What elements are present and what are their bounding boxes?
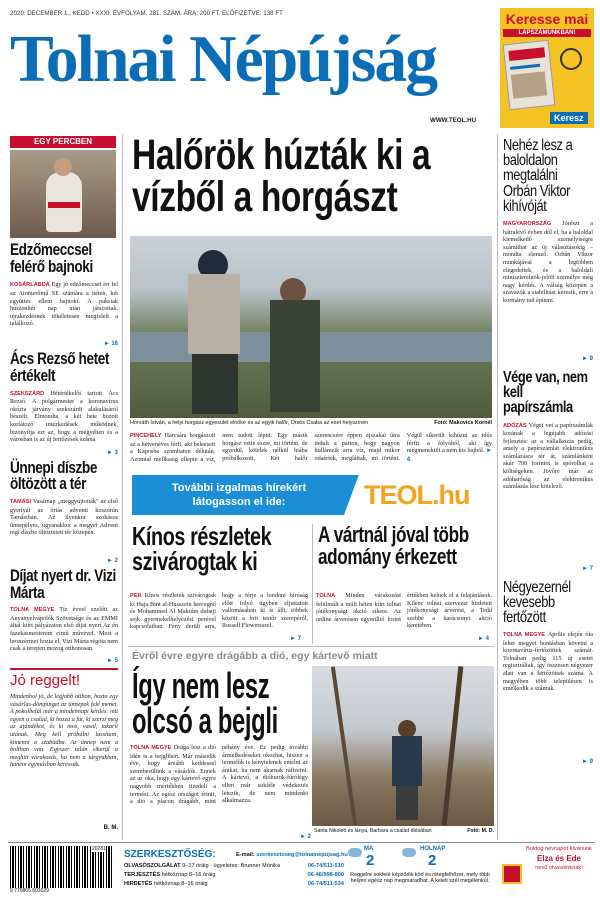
walnut-caption: Sánta Nikolett és lánya, Barbara a család diósában bbox=[314, 828, 432, 834]
left-story-text: KOSÁRLABDA Egy jó edzőmeccset ért fel az Atomerőmű SE számára a héten, két együttes elleni bajnoki. A paksiak huszonhét nap után játszottak, újrakezdésnek tökéletesen megfelelt a találkozó. bbox=[10, 281, 118, 328]
page-ref: ► 9 bbox=[582, 355, 593, 362]
story-b-ref: ► 4 bbox=[478, 636, 489, 642]
weather-tomorrow-label: HOLNAP bbox=[420, 846, 446, 852]
basketball-photo bbox=[10, 150, 116, 238]
weather-text: Reggelre sokfelé képződik köd és rétegfelhőzet, mely több helyen egész nap megmaradhat. A keleti szél megélénkül. bbox=[350, 872, 490, 885]
left-story-title: Ács Rezső hetet értékelt bbox=[10, 349, 110, 385]
left-story-title: Díjat nyert dr. Vizi Márta bbox=[10, 565, 116, 602]
lightbulb-icon bbox=[560, 48, 582, 70]
right-column bbox=[503, 138, 593, 765]
story-a-headline: Kínos részletek szivárogtak ki bbox=[132, 521, 272, 577]
left-story-text: TAMÁSI Vasárnap „meggyújtották" az első gyertyát az óriás adventi koszorún Tamásiban. Az ilyenkor szokásos ünnepélyes, ugyanakkor a megyei Advent régi díszbe öltöztetett tér közepén. bbox=[10, 497, 118, 537]
right-story-title: Vége van, nem kell papírszámla bbox=[503, 368, 588, 417]
left-story-title: Ünnepi díszbe öltözött a tér bbox=[10, 457, 97, 494]
weather-tomorrow: 2 bbox=[428, 852, 437, 869]
promo-sub: LAPSZÁMUNKBAN! bbox=[503, 29, 591, 37]
nameday-sub: nevű olvasóinknak! bbox=[535, 865, 583, 871]
teol-banner[interactable] bbox=[132, 475, 492, 515]
barcode-number: 9 770865 603029 bbox=[10, 888, 114, 894]
dio-kicker-line: Évről évre egyre drágább a dió, egy kártevő miatt bbox=[132, 650, 378, 662]
photo-caption: Horváth István, a helyi horgász egyesület elnöke és az egyik halőr, Orsós Csaba az eset helyszínén bbox=[130, 420, 369, 426]
right-story-title: Nehéz lesz a baloldalon megtalálni Orbán Viktor kihívóját bbox=[503, 137, 573, 215]
dio-headline: Így nem lesz olcsó a bejgli bbox=[132, 665, 278, 742]
jo-reggelt-sig: B. M. bbox=[103, 825, 118, 831]
walnut-caption-line bbox=[314, 828, 494, 834]
page-ref: ► 7 bbox=[582, 565, 593, 572]
right-story-text: MAGYARORSZÁG Jórészt a hátralévő évben dől el, ha a baloldal kiemelkedő személyiségre számíthat az új választásokig – mondta elemző. Orbán Viktor munkájával a legtöbben elégedettek, és a baloldali miniszterelnök-jelölt személye még nagy kérdés. A válság közepén a szavazók a stabilitást keresik, erre a kormány tud építeni. bbox=[503, 219, 593, 304]
story-a-text: PER Kínos részletek szivárogtak ki Haja Bint al-Husszein hercegnő és Mohammed Al Maktúm dubaji sejk gyermekelhelyezési perével kapcsolatban. Fény derült arra, hogy a férje a londoni bíróság előtt folyó ügyben eljuttatott vallomásában ki is állt, többek között a brit testőr szerepéről, Russell Flowersszel. bbox=[130, 592, 308, 631]
email-line: E-mail: szerkesztoseg@tolnainepujsag.hu bbox=[236, 852, 348, 858]
contact-line: TERJESZTÉS hétköznap 8–16 óráig 06-46/998-800 bbox=[124, 872, 344, 878]
masthead-title: Tolnai Népújság bbox=[10, 22, 437, 96]
right-story-title: Négyezernél kevesebb fertőzött bbox=[503, 578, 571, 626]
page-ref: ► 16 bbox=[103, 341, 118, 348]
main-headline: Halőrök húzták ki a vízből a horgászt bbox=[132, 131, 431, 222]
cloud-icon bbox=[402, 848, 416, 857]
page-ref: ► 9 bbox=[582, 759, 593, 766]
page-ref: ► 5 bbox=[107, 658, 118, 665]
jo-reggelt-box bbox=[10, 668, 118, 836]
contact-lines bbox=[124, 862, 344, 889]
main-photo bbox=[130, 236, 492, 418]
contact-line: HIRDETÉS hétköznap 8–16 óráig 06-74/511-534 bbox=[124, 881, 344, 887]
photo-caption-line bbox=[130, 420, 492, 426]
jo-reggelt-text: Mindenhol jó, de legjobb otthon, hozta egy vásárlás-dömpinget az ünnepek felé menet. A pokolbelül már a mindennapi kérdés: mit egyen a család, ki hozza a fát, ki szerzi meg az ajándékot, és ki mos, vasal, takarít utánuk. Meg kell próbálni lassítani, kimenni a szabadba. Az ünnep nem a boltban van. Egyszer talán sikerül a meghitt várakozás, ha nem a tárgyakban, hanem egymásban keressük. bbox=[10, 693, 118, 769]
nameday-names: Elza és Ede bbox=[536, 854, 582, 863]
promo-magazine bbox=[503, 40, 556, 110]
dio-text: TOLNA MEGYE Drága lesz a dió idén is a bejgliben. Már második éve, hogy árvább keddessel szembesülünk a vásárlók. Ennek az az oka, hogy egy kártevő egyre nagyobb mértékben tizedeli a termést. Az egész országot érinti, a dió a piacon drágább, mint néhány éve. Ez pedig további ármelkedéseket okozhat, hiszen a termelők is kénytelenek emelni az árakat, ha nem akarnak ráfizetni. A kártevő, a dióburok-fúrólégy ellen már sokféle védekezés létezik, de nem mindenki alkalmazza. bbox=[130, 744, 308, 806]
walnut-photo bbox=[312, 666, 494, 826]
teol-line1: További izgalmas hírekért bbox=[171, 482, 307, 494]
weather-today: 2 bbox=[366, 852, 375, 869]
dateline: 2020. DECEMBER 1., KEDD • XXXI. ÉVFOLYAM, 281. SZÁM. ÁRA: 200 FT. ELŐFIZETVE: 138 FT bbox=[10, 10, 283, 17]
right-story-text: TOLNA MEGYE Április elején óta lehet megyei bontásban követni a koronavírus-fertőzöttek számát. Tolnában pedig 115 új esetet regisztráltak, így összesen négyezer alatt van a fertőzöttek száma. A megyében több településen is emelkedik a számuk. bbox=[503, 631, 593, 693]
barcode bbox=[10, 846, 114, 888]
weather-today-label: MA bbox=[364, 846, 374, 852]
editorial-title: SZERKESZTŐSÉG: bbox=[124, 849, 216, 860]
left-story-text: SZEKSZÁRD Hétértékelőt tartott Ács Rezső. A polgármester a koronavírus okozta járvány szekszárdi alakulásáról beszélt. Elmondta, a két hete hozott korlátozó intézkedések működnek, bizonyítja ezt az, hogy a megyében és a városban is az új fertőzések száma bbox=[10, 389, 118, 444]
cloud-icon bbox=[348, 848, 362, 857]
contact-line: OLVASÓSZOLGÁLAT 9–17 óráig · ügyeletes: Brunner Mónika 06-74/511-510 bbox=[124, 863, 344, 869]
weather-box bbox=[348, 846, 492, 894]
promo-box[interactable] bbox=[500, 8, 594, 128]
teol-logo: TEOL.hu bbox=[364, 480, 470, 510]
promo-label: Keresz bbox=[550, 112, 588, 124]
promo-top: Keresse mai bbox=[505, 11, 589, 27]
right-story-text: ADÓZÁS Véget vet a papírszámlák korának a legújabb adózási fejlesztés: az a vállalkozás pedig, amely a papírszámlát elektronikus számlázásra tér át, számlánként akár 700 forintot is spórolhat a költségeken. Jövőre már az adóhatóság az elektronikus számlázás lesz kötelező. bbox=[503, 421, 593, 491]
teol-line2: látogasson el ide: bbox=[192, 496, 286, 508]
egy-percben-label: EGY PERCBEN bbox=[10, 136, 116, 148]
story-a-ref: ► 7 bbox=[290, 636, 301, 642]
story-b-headline: A vártnál jóval több adomány érkezett bbox=[318, 522, 469, 569]
photo-credit: Fotó: Makovics Kornél bbox=[434, 420, 492, 426]
main-story-text: PINCEHELY Harcsára horgászott az a hetvenéves férfi, aki beleesett a Kaposba szombaton délután. Azonnal mellkasig ellepte a víz, nem tudott lépni. Egy másik horgász vette észre, mi történt, de egyedül, kötelek nélkül hiába próbálkozott. Két halőr szerencsére éppen éjszakai útra indult a parton, hogy nagyon hullámzik arra víz, majd mikor odaértek, megláttak, mi történt. Végül sikerült kihúzni az idős férfit a folyóból, aki így megmenekült a nem kis bajból. ► 4 bbox=[130, 432, 492, 463]
walnut-credit: Fotó: M. D. bbox=[467, 828, 494, 834]
left-story-text: TOLNA MEGYE Tíz évvel ezelőtt az Anyanyelvápolók Szövetsége és az EMMI által kiírt pályázaton első díjat nyert Az én fazekasmesterem című művével. Most a bronzérmet hozta el, Vizi Márta régóta nem csak a terepen mozog otthonosan. bbox=[10, 606, 118, 653]
nameday-box bbox=[500, 846, 594, 894]
left-story-title: Edzőmeccsel felérő bajnoki bbox=[10, 240, 93, 276]
dio-ref: ► 2 bbox=[300, 834, 311, 840]
page-ref: ► 3 bbox=[107, 449, 118, 456]
left-column bbox=[10, 242, 118, 664]
gift-icon bbox=[502, 864, 522, 884]
page-ref: ► 2 bbox=[107, 557, 118, 564]
issue-number: 20281 bbox=[92, 846, 106, 852]
nameday-title: Boldog névnapot kívánunk bbox=[526, 846, 592, 852]
web-address: WWW.TEOL.HU bbox=[430, 117, 477, 124]
story-b-text: TOLNA Minden várakozást felülmúlt a múlt héten kiírt tolnai jótékonysági akció sikere. Az online árverésen egymillió forint értékben kelnek el a felajánlások. Kilenc tolnai szervezet hirdetett jótékonysági árverést, a Tedd szebbé a karácsonyt akció keretében. bbox=[316, 592, 492, 630]
jo-reggelt-title: Jó reggelt! bbox=[10, 672, 81, 689]
